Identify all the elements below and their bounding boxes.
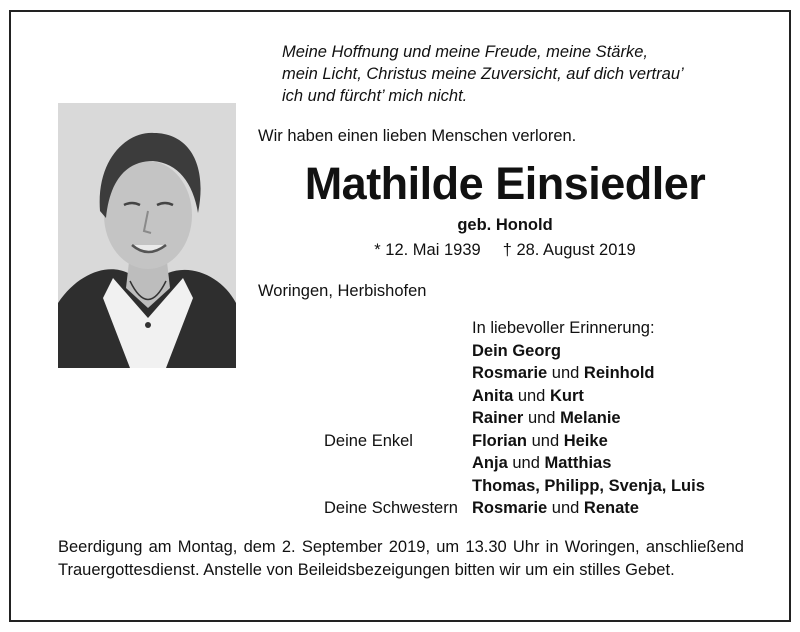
mourner-name: Renate	[583, 499, 639, 517]
mourner-name: Heike	[563, 431, 608, 450]
mourner-name: Anja	[472, 454, 508, 472]
verse-line: Meine Hoffnung und meine Freude, meine Stärke,	[282, 43, 648, 61]
mourner-conjunction: und	[523, 409, 561, 427]
mourner-name: Reinhold	[583, 364, 655, 382]
portrait-photo	[58, 103, 236, 368]
mourner-conjunction: und	[547, 499, 584, 517]
mourner-conjunction: und	[527, 431, 564, 450]
birth-date: * 12. Mai 1939	[374, 241, 481, 259]
place-names: Woringen, Herbishofen	[258, 282, 427, 300]
mourner-conjunction: und	[547, 364, 584, 382]
mourner-name: Anita	[472, 386, 514, 405]
intro-text: Wir haben einen lieben Menschen verloren.	[258, 127, 577, 145]
mourner-row	[258, 362, 705, 385]
mourner-row	[258, 430, 705, 453]
mourner-name: Dein Georg	[472, 341, 561, 360]
mourner-row	[258, 452, 705, 475]
funeral-details: Beerdigung am Montag, dem 2. September 2019, um 13.30 Uhr in Woringen, anschließend Trauergottesdienst. Anstelle von Beileidsbezeigungen bitten wir um ein stilles Gebet.	[58, 538, 744, 579]
mourner-name: Thomas, Philipp, Svenja, Luis	[472, 476, 705, 495]
mourner-group-label: Deine Enkel	[324, 431, 413, 450]
mourners-heading: In liebevoller Erinnerung:	[472, 319, 655, 337]
mourner-name: Rainer	[472, 409, 524, 427]
mourner-row	[258, 497, 705, 520]
verse	[282, 41, 762, 107]
mourners-list	[258, 317, 705, 520]
mourner-row	[258, 475, 705, 498]
maiden-name: geb. Honold	[457, 216, 553, 234]
mourner-name: Kurt	[549, 386, 584, 405]
death-date: † 28. August 2019	[502, 241, 636, 259]
life-dates	[240, 241, 770, 260]
mourner-name: Florian	[472, 431, 528, 450]
mourners-heading-row	[258, 317, 705, 340]
mourner-name: Rosmarie	[472, 364, 548, 382]
mourner-row	[258, 340, 705, 363]
mourner-name: Melanie	[560, 409, 621, 427]
mourner-row	[258, 385, 705, 408]
mourner-group-label: Deine Schwestern	[324, 499, 458, 517]
mourner-conjunction: und	[507, 454, 545, 472]
deceased-name: Mathilde Einsiedler	[304, 158, 706, 209]
mourner-name: Rosmarie	[472, 499, 548, 517]
verse-line: mein Licht, Christus meine Zuversicht, auf dich vertrau’	[282, 65, 684, 83]
verse-line: ich und fürcht’ mich nicht.	[282, 87, 468, 105]
mourner-row	[258, 407, 705, 430]
mourner-conjunction: und	[513, 386, 550, 405]
mourner-name: Matthias	[544, 454, 612, 472]
